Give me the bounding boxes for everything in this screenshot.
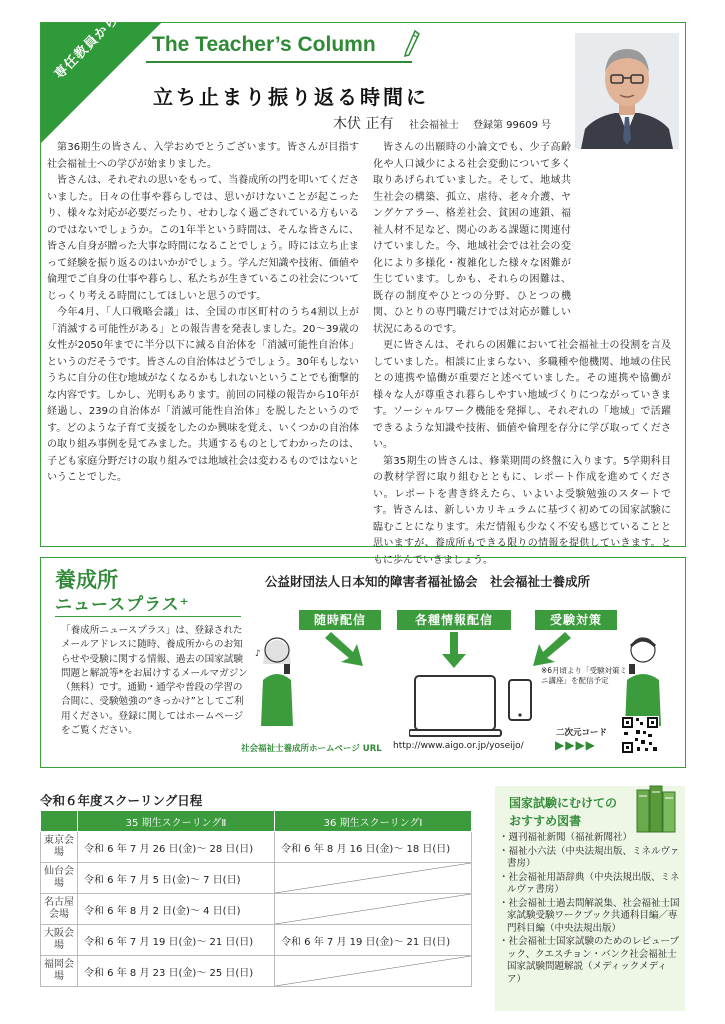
venue-cell: 仙台会場 [41,863,78,894]
date-cell: 令和 6 年 7 月 26 日(金)～ 28 日(日) [78,832,275,863]
pencil-icon [401,29,421,59]
empty-cell [275,894,472,925]
teachers-column [40,12,686,566]
news-title: 養成所 [55,568,118,592]
tag-anytime: 随時配信 [299,610,381,630]
books-list [499,832,681,987]
ribbon-label: 専任教員から [51,12,122,83]
recommended-books [495,786,685,1011]
books-subtitle: おすすめ図書 [509,814,582,828]
website-label: 社会福祉士養成所ホームページ URL [241,744,382,754]
arrow-down-right-icon [323,632,367,668]
empty-cell [275,956,472,987]
list-item: ・福祉小六法（中央法規出版、ミネルヴァ書房） [499,845,680,869]
table-header: 36 期生スクーリングⅠ [275,811,472,832]
table-header [41,811,78,832]
paragraph: 第35期生の皆さんは、修業期間の終盤に入ります。5学期科目の教材学習に取り組むとともに、レポート作成を進めてください。レポートを書き終えたら、いよいよ受験勉強のスタートです。皆さんは、新しいカリキュラムに基づく初めての国家試験に臨むことになります。未だ情報も少なく不安も感じていることと思いますが、養成所もできる限りの情報を提供していきます。ともに歩んでいきましょう。 [373,455,671,566]
arrow-glyphs: ▶▶▶▶ [555,738,596,752]
list-item: ・社会福祉用語辞典（中央法規出版、ミネルヴァ書房） [499,871,680,895]
author-registration: 登録第 99609 号 [473,120,552,131]
date-cell: 令和 6 年 7 月 5 日(金)～ 7 日(日) [78,863,275,894]
date-cell: 令和 6 年 8 月 2 日(金)～ 4 日(日) [78,894,275,925]
news-plus-box [40,557,686,768]
venue-cell: 東京会場 [41,832,78,863]
laptop-phone-icon [409,674,541,746]
divider [55,616,241,617]
list-item: ・週刊福祉新聞（福祉新聞社） [499,832,633,843]
paragraph: 皆さんの出願時の小論文でも、少子高齢化や人口減少による社会変動について多く取りあげられていました。そして、地域共生社会の構築、孤立、虐待、老々介護、ヤングケアラー、格差社会、貧困の連鎖、福祉人材不足など、関心のある課題に関連付けていました。今、地域社会では社会の変化により多様化・複雑化した様々な困難が生じています。しかも、それらの困難は、既存の制度やひとつの分野、ひとつの機関、ひとりの専門職だけでは対応が難しい状況にあるのです。 [373,142,571,335]
qr-label: 二次元コード [556,728,608,738]
website-url[interactable]: http://www.aigo.or.jp/yoseijo/ [393,741,524,751]
date-cell: 令和 6 年 7 月 19 日(金)～ 21 日(日) [78,925,275,956]
title-underline [146,61,412,63]
date-cell: 令和 6 年 8 月 23 日(金)～ 25 日(日) [78,956,275,987]
date-cell: 令和 6 年 8 月 16 日(金)～ 18 日(日) [275,832,472,863]
schedule-title: 令和６年度スクーリング日程 [40,793,203,808]
woman-phone-icon [251,634,301,734]
column-title: The Teacher’s Column [152,33,376,56]
author-photo [575,33,679,149]
date-cell: 令和 6 年 7 月 19 日(金)～ 21 日(日) [275,925,472,956]
arrow-down-left-icon [529,632,573,668]
paragraph: 第36期生の皆さん、入学おめでとうございます。皆さんが目指す社会福祉士への学びが始まりました。 [47,142,359,170]
books-icon [635,780,681,834]
table-row [41,925,472,956]
empty-cell [275,863,472,894]
venue-cell: 名古屋会場 [41,894,78,925]
column-right [373,140,671,569]
paragraph: 更に皆さんは、それらの困難において社会福祉士の役割を言及していました。相談に止まらない、多職種や他機関、地域の住民との連携や協働が重要だと述べていました。その連携や協働が様々な人が尊重され暮らしやすい地域づくりにつながっていきます。ソーシャルワーク機能を発揮し、それぞれの「地域」で活躍できるような知識や技術、価値や倫理を存分に学び取ってください。 [373,340,671,450]
column-left [47,140,359,487]
table-row [41,894,472,925]
exam-note: ※6月頃より「受験対策ミニ講座」を配信予定 [541,666,628,685]
table-header: 35 期生スクーリングⅡ [78,811,275,832]
news-subtitle: ニュースプラス⁺ [55,595,190,615]
table-row [41,832,472,863]
venue-cell: 福岡会場 [41,956,78,987]
paragraph: 今年4月、「人口戦略会議」は、全国の市区町村のうち4割以上が「消滅する可能性がある」との報告書を発表しました。20～39歳の女性が2050年までに半分以下に減る自治体を「消滅可能性自治体」というのだそうです。皆さんの自治体はどうでしょう。30年もしないうちに自分の住む地域がなくなるかもしれないということでも衝撃的な内容です。しかし、光明もあります。前回の同様の報告から10年が経過し、239の自治体が「消滅可能性自治体」を脱したというのです。どのような子育て支援をしたのか興味を覚え、いくつかの自治体の取り組み事例を見てみました。共通するものとしてわかったのは、子ども家庭分野だけの取り組みでは地域社会は変わるものではないということでした。 [47,307,359,483]
author-name: 木伏 正有 [333,116,394,132]
author-title: 社会福祉士 [409,120,459,131]
list-item: ・社会福祉士過去問解説集、社会福祉士国家試験受験ワークブック共通科目編／専門科目編（中央法規出版） [499,897,680,934]
news-description: 「養成所ニュースプラス」は、登録されたメールアドレスに随時、養成所からのお知らせや受験に関する情報、過去の国家試験問題と解説等*をお届けするメールマガジン（無料）です。通勤・通学や普段の学習の合間に、受験勉強の“きっかけ”としてご利用ください。登録に関してはホームページをご覧ください。 [61,625,248,737]
qr-code-icon[interactable] [621,716,659,754]
table-row [41,863,472,894]
association-name: 公益財団法人日本知的障害者福祉協会 社会福祉士養成所 [265,574,591,589]
tag-info: 各種情報配信 [397,610,511,630]
tag-exam: 受験対策 [535,610,617,630]
venue-cell: 大阪会場 [41,925,78,956]
list-item: ・社会福祉士国家試験のためのレビューブック、クエスチョン・バンク社会福祉士国家試験問題解説（メディックメディア） [499,936,680,985]
table-row [41,956,472,987]
arrow-down-icon [441,632,467,668]
svg-text:♪: ♪ [255,649,261,659]
paragraph: 皆さんは、それぞれの思いをもって、当養成所の門を叩いてくださいました。日々の仕事や暮らしでは、思いがけないことが起こったり、様々な対応が必要だったり、せわしなく過ごされている方もいるのではないでしょうか。この1年半という時間は、そんな皆さんに、皆さん自身が贈った大事な時間になることでしょう。時には立ち止まって経験を振り返るのはいかがでしょう。学んだ知識や技術、価値や倫理でご自身の仕事や暮らし、私たちが生きているこの社会についてじっくり考える時間にしてほしいと思うのです。 [47,175,359,302]
article-title: 立ち止まり振り返る時間に [153,85,429,109]
schedule-table [40,810,472,987]
books-title: 国家試験にむけての [509,796,618,810]
